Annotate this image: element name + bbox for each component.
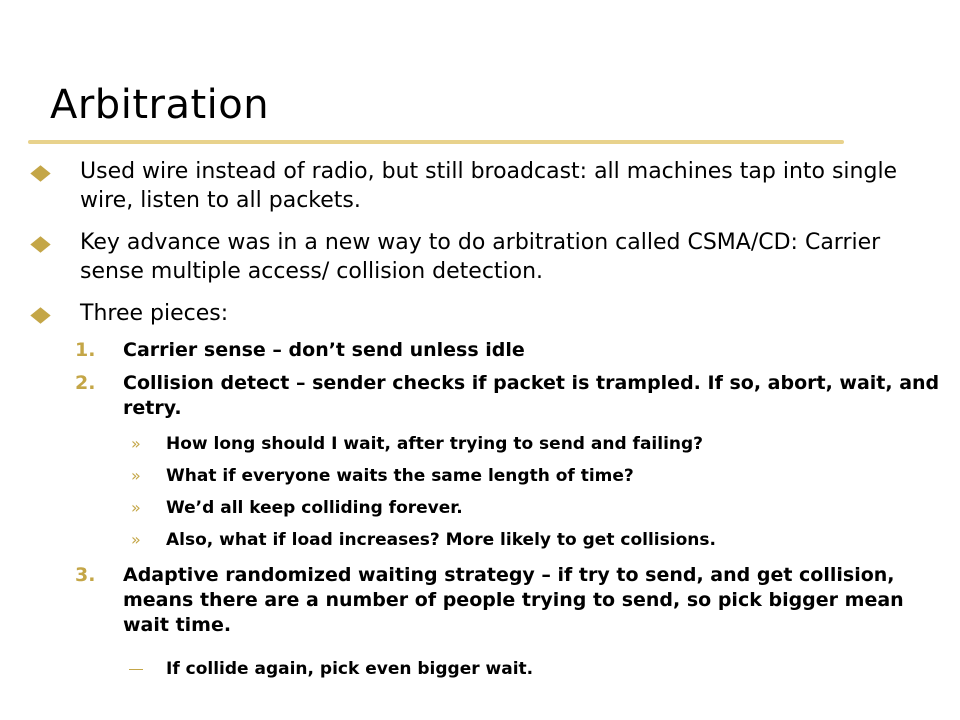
title-underline: [28, 140, 844, 144]
diamond-bullet-icon: [30, 165, 50, 181]
sub-bullet-marker: »: [131, 498, 141, 517]
bullet-item: [80, 157, 950, 215]
numbered-text: Carrier sense – don’t send unless idle: [123, 339, 525, 361]
diamond-bullet-icon: [30, 236, 50, 252]
sub-item: [131, 497, 946, 519]
dash-bullet-icon: [129, 669, 143, 670]
sub-item: [131, 529, 946, 551]
diamond-bullet-icon: [30, 307, 50, 323]
sub-bullet-marker: »: [131, 434, 141, 453]
item-number: 1.: [75, 339, 96, 361]
sub-bullet-marker: »: [131, 530, 141, 549]
bullet-text: Three pieces:: [80, 301, 229, 326]
sub-item: [131, 433, 946, 455]
bullet-text: Used wire instead of radio, but still broadcast: all machines tap into single wire, listen to all packets.: [80, 159, 898, 213]
sub-item-text: Also, what if load increases? More likely to get collisions.: [166, 530, 716, 550]
bullet-text: Key advance was in a new way to do arbitration called CSMA/CD: Carrier sense multiple access/ collision detection.: [80, 230, 881, 284]
numbered-item: [75, 338, 953, 363]
numbered-item: [75, 371, 953, 421]
sub-item-text: If collide again, pick even bigger wait.: [166, 659, 534, 679]
item-number: 2.: [75, 372, 96, 394]
sub-item-text: What if everyone waits the same length of time?: [166, 466, 634, 486]
numbered-text: Adaptive randomized waiting strategy – if try to send, and get collision, means there are a number of people trying to send, so pick bigger mean wait time.: [123, 564, 904, 636]
numbered-item: [75, 563, 953, 638]
bullet-item: [80, 228, 950, 286]
bullet-item: [80, 299, 950, 328]
sub-item: [131, 465, 946, 487]
numbered-text: Collision detect – sender checks if packet is trampled. If so, abort, wait, and retry.: [123, 372, 940, 419]
sub-item-text: How long should I wait, after trying to send and failing?: [166, 434, 704, 454]
item-number: 3.: [75, 564, 96, 586]
slide-title: Arbitration: [50, 82, 270, 128]
sub-bullet-marker: »: [131, 466, 141, 485]
sub-item: [166, 658, 946, 680]
sub-item-text: We’d all keep colliding forever.: [166, 498, 463, 518]
